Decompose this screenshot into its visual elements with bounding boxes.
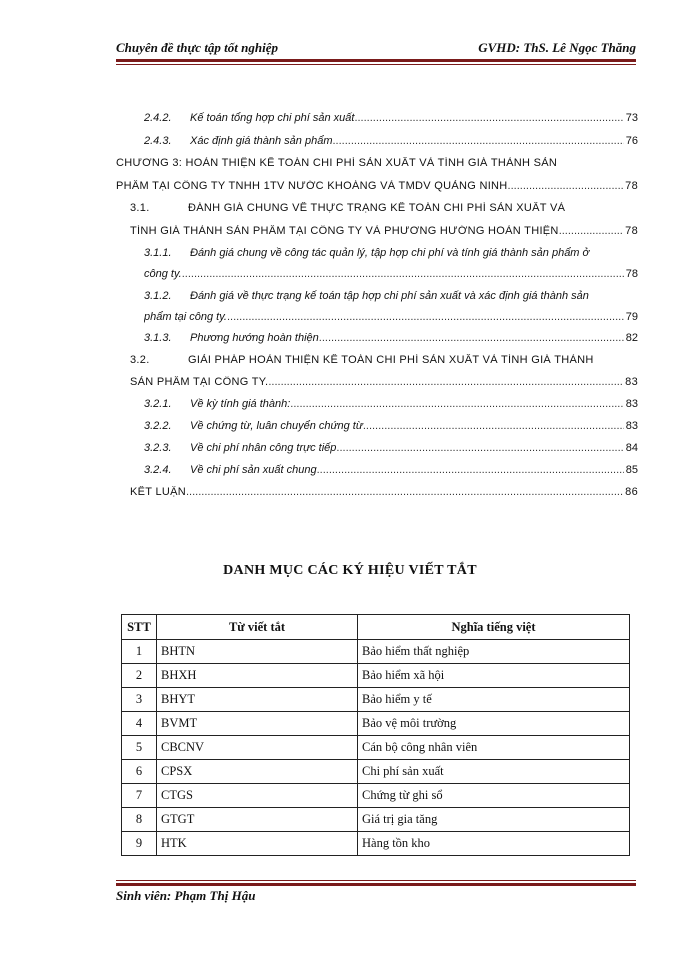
toc-entry-page: 83: [625, 420, 638, 432]
row-meaning: Cán bộ công nhân viên: [358, 736, 630, 760]
toc-leader: [290, 398, 623, 410]
table-row: [122, 736, 630, 760]
toc-entry-title: Về chứng từ, luân chuyển chứng từ: [190, 420, 363, 432]
toc-leader: [559, 225, 623, 237]
column-header-abbreviation: Từ viết tắt: [157, 615, 358, 640]
toc-entry-number: 3.1.2.: [144, 290, 172, 302]
toc-entry-title: Xác định giá thành sản phẩm: [190, 135, 333, 147]
toc-entry-line1[interactable]: [130, 202, 638, 214]
toc-entry-page: 85: [625, 464, 638, 476]
toc-entry-page: 73: [625, 112, 638, 124]
row-abbreviation: GTGT: [157, 808, 358, 832]
page-header: [116, 40, 636, 60]
toc-entry-page: 78: [625, 180, 638, 192]
toc-entry-number: 3.1.1.: [144, 247, 172, 259]
header-advisor: GVHD: ThS. Lê Ngọc Thăng: [478, 40, 636, 55]
toc-entry-number: 2.4.3.: [144, 135, 172, 147]
toc-entry-page: 83: [625, 376, 638, 388]
toc-leader: [333, 135, 624, 147]
header-rule-thin: [116, 64, 636, 65]
row-abbreviation: BHTN: [157, 640, 358, 664]
row-abbreviation: CPSX: [157, 760, 358, 784]
toc-entry-page: 84: [625, 442, 638, 454]
toc-entry-number: 2.4.2.: [144, 112, 172, 124]
column-header-stt: STT: [122, 615, 157, 640]
toc-leader: [227, 311, 624, 323]
table-row: [122, 760, 630, 784]
toc-entry-title: Về chi phí sản xuất chung: [190, 464, 317, 476]
toc-entry[interactable]: [144, 332, 638, 344]
toc-entry-line1[interactable]: [144, 290, 638, 302]
toc-entry-page: 83: [625, 398, 638, 410]
toc-entry[interactable]: [144, 398, 638, 410]
table-row: [122, 712, 630, 736]
row-number: 9: [122, 832, 157, 856]
footer-rule-thick: [116, 883, 636, 886]
footer-student: Sinh viên: Phạm Thị Hậu: [116, 888, 256, 903]
table-row: [122, 808, 630, 832]
footer-rule-thin: [116, 880, 636, 881]
row-number: 1: [122, 640, 157, 664]
toc-entry-number: 3.2.4.: [144, 464, 172, 476]
row-abbreviation: BHXH: [157, 664, 358, 688]
toc-leader: [317, 464, 624, 476]
table-row: [122, 640, 630, 664]
toc-entry-title: Kế toán tổng hợp chi phí sản xuất: [190, 112, 355, 124]
toc-entry-line1[interactable]: [130, 354, 638, 366]
toc-entry[interactable]: [130, 225, 638, 237]
toc-entry-number: 3.1.: [130, 202, 150, 214]
toc-leader: [354, 112, 623, 124]
toc-entry-number: 3.2.: [130, 354, 150, 366]
toc-leader: [363, 420, 624, 432]
header-title: Chuyên đề thực tập tốt nghiệp: [116, 40, 278, 55]
row-number: 2: [122, 664, 157, 688]
toc-entry-page: 76: [625, 135, 638, 147]
toc-entry-page: 78: [625, 268, 638, 280]
toc-leader: [336, 442, 623, 454]
toc-entry[interactable]: [144, 311, 638, 323]
toc-entry[interactable]: [144, 464, 638, 476]
abbreviation-table: [121, 614, 630, 856]
toc-leader: [268, 376, 623, 388]
row-number: 3: [122, 688, 157, 712]
toc-entry-title-cont: SẢN PHẨM TẠI CÔNG TY.: [130, 376, 269, 388]
abbreviation-list-title: DANH MỤC CÁC KÝ HIỆU VIẾT TẮT: [223, 563, 477, 578]
row-number: 5: [122, 736, 157, 760]
toc-entry-title-cont: phẩm tại công ty.: [144, 311, 227, 323]
toc-entry-page: 86: [625, 486, 638, 498]
toc-entry-title: ĐÁNH GIÁ CHUNG VỀ THỰC TRẠNG KẾ TOÁN CHI PHÍ SẢN XUẤT VÀ: [188, 202, 566, 214]
table-row: [122, 664, 630, 688]
table-row: [122, 784, 630, 808]
toc-entry[interactable]: [144, 112, 638, 124]
toc-entry[interactable]: [144, 135, 638, 147]
toc-chapter-line1[interactable]: CHƯƠNG 3: HOÀN THIỆN KẾ TOÁN CHI PHÍ SẢN XUẤT VÀ TÍNH GIÁ THÀNH SẢN: [116, 157, 558, 169]
row-meaning: Chi phí sản xuất: [358, 760, 630, 784]
row-meaning: Bảo hiểm thất nghiệp: [358, 640, 630, 664]
row-number: 4: [122, 712, 157, 736]
column-header-meaning: Nghĩa tiếng việt: [358, 615, 630, 640]
row-meaning: Bảo vệ môi trường: [358, 712, 630, 736]
row-meaning: Giá trị gia tăng: [358, 808, 630, 832]
row-abbreviation: BHYT: [157, 688, 358, 712]
toc-entry-page: 82: [625, 332, 638, 344]
row-meaning: Bảo hiểm y tế: [358, 688, 630, 712]
table-row: [122, 688, 630, 712]
toc-entry-page: 79: [625, 311, 638, 323]
toc-entry-number: 3.1.3.: [144, 332, 172, 344]
toc-entry-title: GIẢI PHÁP HOÀN THIỆN KẾ TOÁN CHI PHÍ SẢN XUẤT VÀ TÍNH GIÁ THÀNH: [188, 354, 594, 366]
toc-entry-title: Đánh giá chung về công tác quản lý, tập hợp chi phí và tính giá thành sản phẩm ở: [190, 247, 590, 259]
toc-leader: [319, 332, 624, 344]
toc-entry[interactable]: [144, 442, 638, 454]
row-meaning: Chứng từ ghi sổ: [358, 784, 630, 808]
row-abbreviation: CBCNV: [157, 736, 358, 760]
toc-leader: [182, 268, 624, 280]
row-number: 8: [122, 808, 157, 832]
toc-entry-title: KẾT LUẬN: [130, 486, 186, 498]
toc-entry-title: Đánh giá về thực trạng kế toán tập hợp chi phí sản xuất và xác định giá thành sản: [190, 290, 589, 302]
toc-entry-title-cont: công ty.: [144, 268, 182, 280]
toc-entry[interactable]: [144, 420, 638, 432]
row-abbreviation: BVMT: [157, 712, 358, 736]
toc-chapter-line2: PHẨM TẠI CÔNG TY TNHH 1TV NƯỚC KHOÁNG VÀ TMDV QUẢNG NINH: [116, 180, 508, 192]
row-number: 7: [122, 784, 157, 808]
toc-entry-page: 78: [625, 225, 638, 237]
toc-entry-number: 3.2.2.: [144, 420, 172, 432]
table-header-row: [122, 615, 630, 640]
toc-entry-number: 3.2.1.: [144, 398, 172, 410]
toc-entry[interactable]: [130, 486, 638, 498]
row-number: 6: [122, 760, 157, 784]
toc-entry[interactable]: [144, 268, 638, 280]
table-row: [122, 832, 630, 856]
toc-leader: [186, 486, 623, 498]
toc-entry[interactable]: [116, 180, 638, 192]
row-abbreviation: CTGS: [157, 784, 358, 808]
toc-entry-line1[interactable]: [144, 247, 638, 259]
row-meaning: Hàng tồn kho: [358, 832, 630, 856]
toc-entry-title: Về chi phí nhân công trực tiếp: [190, 442, 337, 454]
toc-entry-number: 3.2.3.: [144, 442, 172, 454]
toc-entry[interactable]: [130, 376, 638, 388]
toc-entry-title-cont: TÍNH GIÁ THÀNH SẢN PHẨM TẠI CÔNG TY VÀ PHƯƠNG HƯỚNG HOÀN THIỆN: [130, 225, 559, 237]
row-meaning: Bảo hiểm xã hội: [358, 664, 630, 688]
toc-entry-title: Phương hướng hoàn thiện: [190, 332, 319, 344]
toc-entry-title: Về kỳ tính giá thành:: [190, 398, 291, 410]
row-abbreviation: HTK: [157, 832, 358, 856]
toc-leader: [508, 180, 624, 192]
header-rule-thick: [116, 59, 636, 62]
